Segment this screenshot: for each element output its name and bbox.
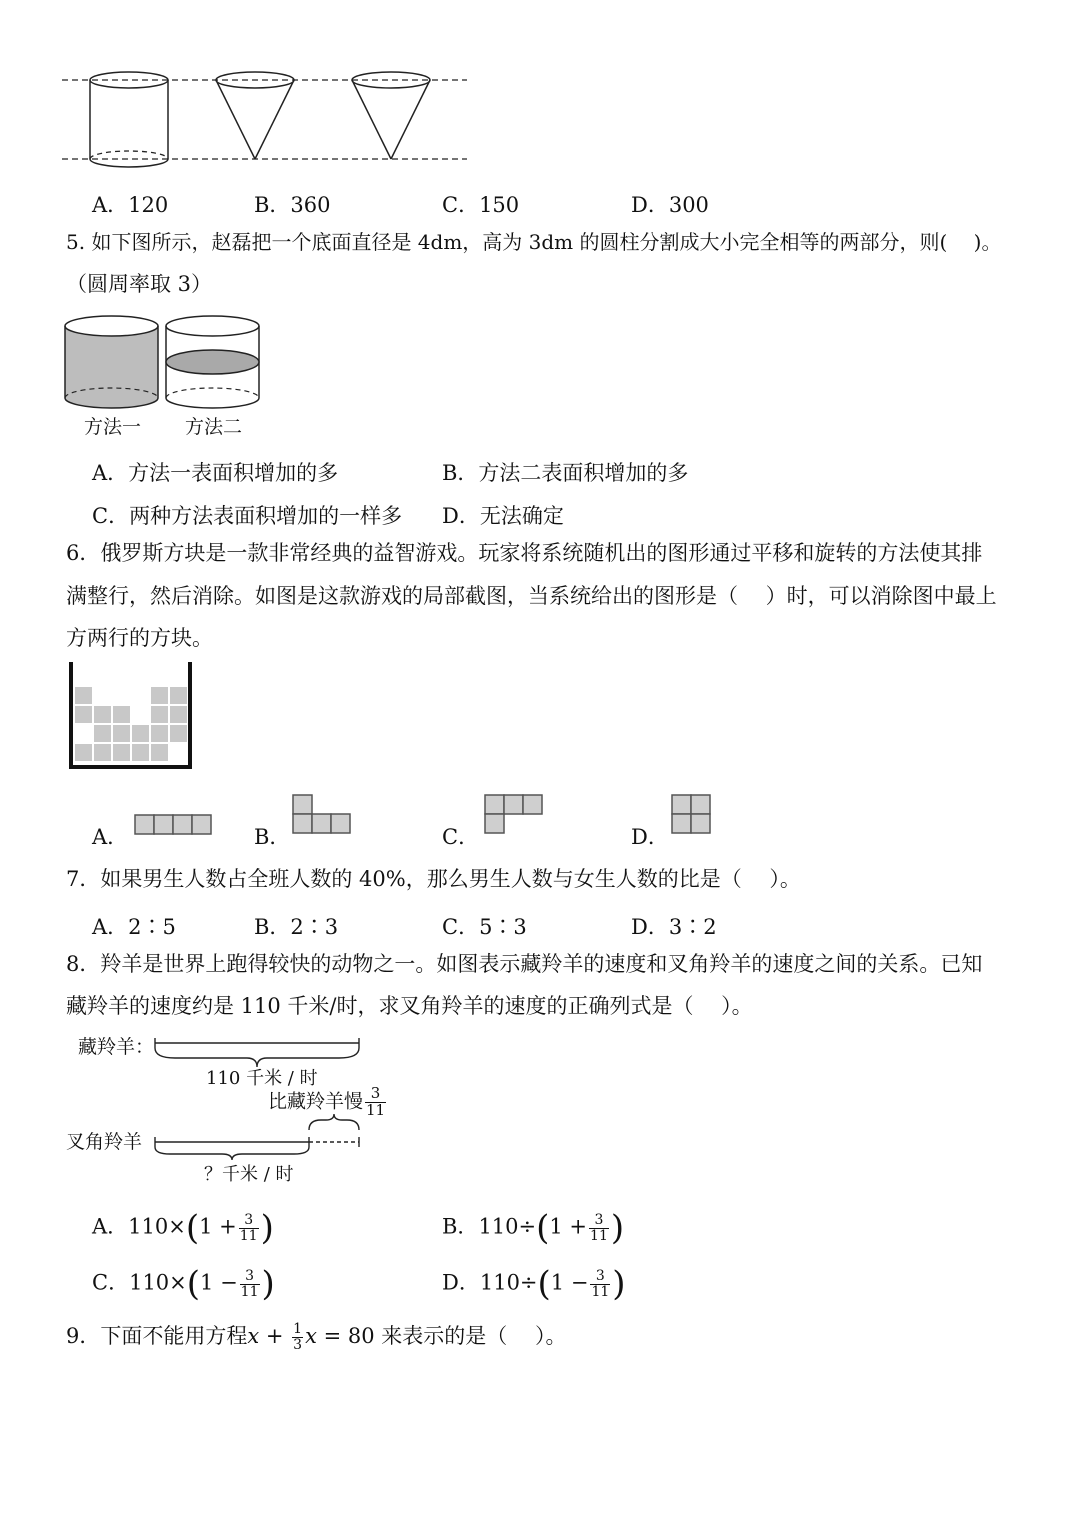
q5-figure — [62, 314, 272, 414]
right-paren: ) — [612, 1264, 626, 1304]
q4-figure — [62, 70, 472, 170]
q8-stem-line1: 8．羚羊是世界上跑得较快的动物之一。如图表示藏羚羊的速度和叉角羚羊的速度之间的关系。已知 — [66, 952, 983, 976]
right-paren: ) — [610, 1208, 625, 1248]
label-unknown-speed: ？千米 / 时 — [204, 1164, 294, 1185]
q9-plus: + — [259, 1324, 291, 1348]
method-two-cylinder — [166, 316, 259, 408]
q6-option-b-label[interactable]: B． — [254, 825, 291, 849]
left-paren: ( — [536, 1208, 550, 1248]
q7-option-b[interactable]: B．2∶3 — [254, 915, 339, 939]
tetris-cell — [112, 743, 131, 762]
q5-stem: 5. 如下图所示，赵磊把一个底面直径是 4dm，高为 3dm 的圆柱分割成大小完全相等的两部分，则( )。 — [66, 230, 1002, 254]
right-paren: ) — [261, 1264, 275, 1304]
q8-option-d[interactable] — [442, 1264, 626, 1304]
q6-option-a-label[interactable]: A． — [92, 825, 129, 849]
option-label: B． — [442, 1214, 479, 1239]
tetris-cell — [169, 686, 188, 705]
q4-option-b[interactable]: B．360 — [254, 193, 331, 217]
q6-option-a-piece[interactable] — [134, 814, 214, 836]
q4-option-a[interactable]: A．120 — [92, 193, 169, 217]
tetris-cell — [169, 724, 188, 743]
method-two-label: 方法二 — [185, 416, 243, 438]
option-operand: 1 − — [200, 1270, 238, 1295]
q7-option-c[interactable]: C．5∶3 — [442, 915, 527, 939]
tetris-cell — [112, 724, 131, 743]
q6-stem-line3: 方两行的方块。 — [66, 626, 213, 650]
left-paren: ( — [186, 1264, 201, 1304]
tetris-cell — [131, 724, 150, 743]
q6-stem-line1: 6．俄罗斯方块是一款非常经典的益智游戏。玩家将系统随机出的图形通过平移和旋转的方法使其排 — [66, 541, 983, 565]
q9-text-pre: 9．下面不能用方程 — [66, 1324, 248, 1348]
option-operand: 1 + — [549, 1214, 588, 1239]
tetris-cell — [169, 705, 188, 724]
q9-text-post: 来表示的是（ ）。 — [374, 1324, 567, 1348]
q8-option-c[interactable] — [92, 1264, 275, 1304]
q8-stem-line2: 藏羚羊的速度约是 110 千米/时，求叉角羚羊的速度的正确列式是（ ）。 — [66, 994, 753, 1018]
option-prefix: 110÷ — [478, 1214, 537, 1239]
q9-stem — [66, 1320, 566, 1353]
q7-option-a[interactable]: A．2∶5 — [92, 915, 176, 939]
tetris-cell — [150, 686, 169, 705]
q5-option-c[interactable]: C．两种方法表面积增加的一样多 — [92, 504, 403, 528]
tetris-cell — [131, 743, 150, 762]
option-operand: 1 − — [550, 1270, 589, 1295]
tetris-cell — [112, 705, 131, 724]
q5-option-d[interactable]: D．无法确定 — [442, 504, 564, 528]
method-one-cylinder — [65, 316, 158, 408]
tetris-cell — [74, 686, 93, 705]
tetris-cell — [150, 743, 169, 762]
option-label: C． — [92, 1270, 130, 1295]
cylinder-shape — [90, 72, 168, 167]
q7-option-d[interactable]: D．3∶2 — [631, 915, 717, 939]
slower-text: 比藏羚羊慢 — [268, 1090, 364, 1113]
left-paren: ( — [185, 1208, 200, 1248]
right-paren: ) — [260, 1208, 274, 1248]
tetris-cell — [150, 724, 169, 743]
var-x: x — [247, 1324, 260, 1348]
method-one-label: 方法一 — [84, 416, 142, 438]
q5-note: （圆周率取 3） — [66, 272, 213, 296]
q6-option-d-piece[interactable] — [671, 794, 715, 836]
option-fraction: $\frac{3}{11}$ — [590, 1211, 608, 1244]
q5-option-b[interactable]: B．方法二表面积增加的多 — [442, 461, 689, 485]
tetris-cell — [150, 705, 169, 724]
q5-option-a[interactable]: A．方法一表面积增加的多 — [92, 461, 339, 485]
q6-option-b-piece[interactable] — [292, 794, 354, 836]
cone-shape-1 — [216, 72, 294, 159]
var-x: x — [305, 1324, 317, 1348]
q8-option-a[interactable] — [92, 1208, 274, 1248]
q6-option-c-label[interactable]: C． — [442, 825, 480, 849]
option-prefix: 110÷ — [479, 1270, 538, 1295]
tetris-cell — [74, 743, 93, 762]
option-label: A． — [92, 1214, 129, 1239]
q4-option-d[interactable]: D．300 — [631, 193, 709, 217]
tetris-cell — [93, 724, 112, 743]
option-operand: 1 + — [199, 1214, 237, 1239]
q6-option-c-piece[interactable] — [484, 794, 546, 836]
tetris-board — [68, 662, 194, 772]
q4-option-c[interactable]: C．150 — [442, 193, 520, 217]
option-fraction: $\frac{3}{11}$ — [239, 1211, 258, 1244]
tetris-cell — [93, 705, 112, 724]
label-slower-than-tibetan — [268, 1086, 388, 1119]
label-tibetan-antelope: 藏羚羊： — [78, 1036, 155, 1058]
option-label: D． — [442, 1270, 480, 1295]
option-prefix: 110× — [129, 1270, 187, 1295]
tetris-cell — [93, 743, 112, 762]
option-prefix: 110× — [128, 1214, 186, 1239]
tetris-cell — [74, 705, 93, 724]
label-speed-110: 110 千米 / 时 — [206, 1068, 318, 1089]
q6-stem-line2: 满整行，然后消除。如图是这款游戏的局部截图，当系统给出的图形是（ ）时，可以消除图中最上 — [66, 584, 997, 608]
cone-shape-2 — [352, 72, 430, 159]
fraction-1-3: $\frac{1}{3}$ — [293, 1321, 303, 1353]
q7-stem: 7．如果男生人数占全班人数的 40%，那么男生人数与女生人数的比是（ ）。 — [66, 867, 801, 891]
q8-option-b[interactable] — [442, 1208, 624, 1248]
q9-equals: = 80 — [316, 1324, 375, 1348]
label-pronghorn: 叉角羚羊 — [66, 1131, 143, 1153]
fraction-3-11: $\frac{3}{11}$ — [366, 1084, 386, 1119]
option-fraction: $\frac{3}{11}$ — [591, 1267, 610, 1300]
option-fraction: $\frac{3}{11}$ — [240, 1267, 259, 1300]
q6-option-d-label[interactable]: D． — [631, 825, 669, 849]
left-paren: ( — [537, 1264, 551, 1304]
